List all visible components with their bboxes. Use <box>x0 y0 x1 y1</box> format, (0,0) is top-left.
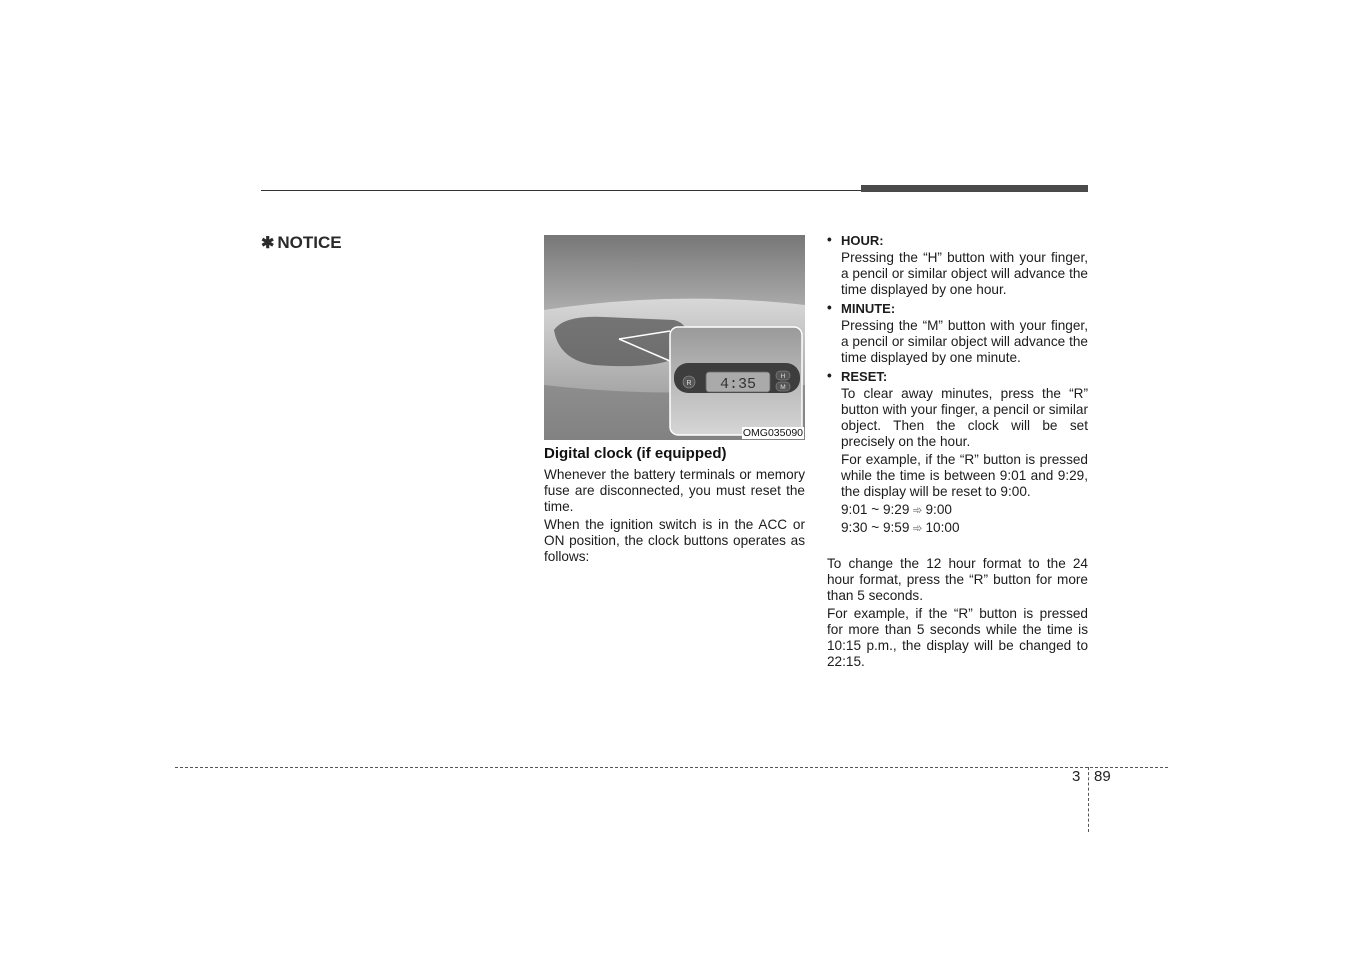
item-text: Pressing the “H” button with your finger, a pencil or similar object will advance the time displayed by one hour. <box>841 250 1088 297</box>
figure-code: OMG035090 <box>742 427 803 439</box>
instructions-column <box>827 232 1088 672</box>
dashboard-illustration <box>544 235 805 440</box>
page-number: 89 <box>1094 768 1111 785</box>
item-title: RESET: <box>841 369 888 384</box>
range-from: 9:30 ~ 9:59 <box>841 520 910 535</box>
bullet-icon: • <box>827 232 832 247</box>
range-to: 9:00 <box>925 502 952 517</box>
range-from: 9:01 ~ 9:29 <box>841 502 910 517</box>
button-h-label: H <box>780 373 786 380</box>
notice-title: NOTICE <box>277 233 342 252</box>
reset-range-2 <box>841 520 1088 536</box>
intro-column <box>544 444 805 567</box>
section-title: Digital clock (if equipped) <box>544 445 727 462</box>
range-to: 10:00 <box>925 520 960 535</box>
reset-range-1 <box>841 502 1088 518</box>
list-item-hour <box>827 232 1088 298</box>
item-title: HOUR: <box>841 233 884 248</box>
intro-paragraph-2: When the ignition switch is in the ACC or ON position, the clock buttons operates as follows: <box>544 517 805 564</box>
notice-star-icon: ✱ <box>261 235 275 252</box>
format-paragraph-2: For example, if the “R” button is pressed for more than 5 seconds while the time is 10:15 p.m., the display will be changed to 22:15. <box>827 606 1088 669</box>
item-title: MINUTE: <box>841 301 896 316</box>
header-tab-bar <box>861 185 1088 192</box>
bullet-icon: • <box>827 368 832 383</box>
item-text: Pressing the “M” button with your finger, a pencil or similar object will advance the time displayed by one minute. <box>841 318 1088 365</box>
arrow-right-icon: ➾ <box>912 521 923 535</box>
item-example: For example, if the “R” button is pressed while the time is between 9:01 and 9:29, the display will be reset to 9:00. <box>841 452 1088 499</box>
notice-heading <box>261 233 342 253</box>
list-item-reset <box>827 368 1088 536</box>
list-item-minute <box>827 300 1088 366</box>
button-m-label: M <box>780 384 786 391</box>
item-text: To clear away minutes, press the “R” button with your finger, a pencil or similar object. Then the clock will be set precisely on the hour. <box>841 386 1088 449</box>
chapter-number: 3 <box>1072 768 1081 785</box>
button-r-label: R <box>686 380 692 387</box>
format-paragraph-1: To change the 12 hour format to the 24 hour format, press the “R” button for more than 5 seconds. <box>827 556 1088 603</box>
footer-dashed-rule <box>175 767 1168 768</box>
intro-paragraph-1: Whenever the battery terminals or memory fuse are disconnected, you must reset the time. <box>544 467 805 514</box>
footer-dashed-divider <box>1088 767 1089 832</box>
header-rule <box>261 190 861 191</box>
spacer <box>827 538 1088 556</box>
bullet-icon: • <box>827 300 832 315</box>
clock-display-time: 4:35 <box>719 376 757 393</box>
clock-figure <box>544 235 805 440</box>
arrow-right-icon: ➾ <box>912 503 923 517</box>
